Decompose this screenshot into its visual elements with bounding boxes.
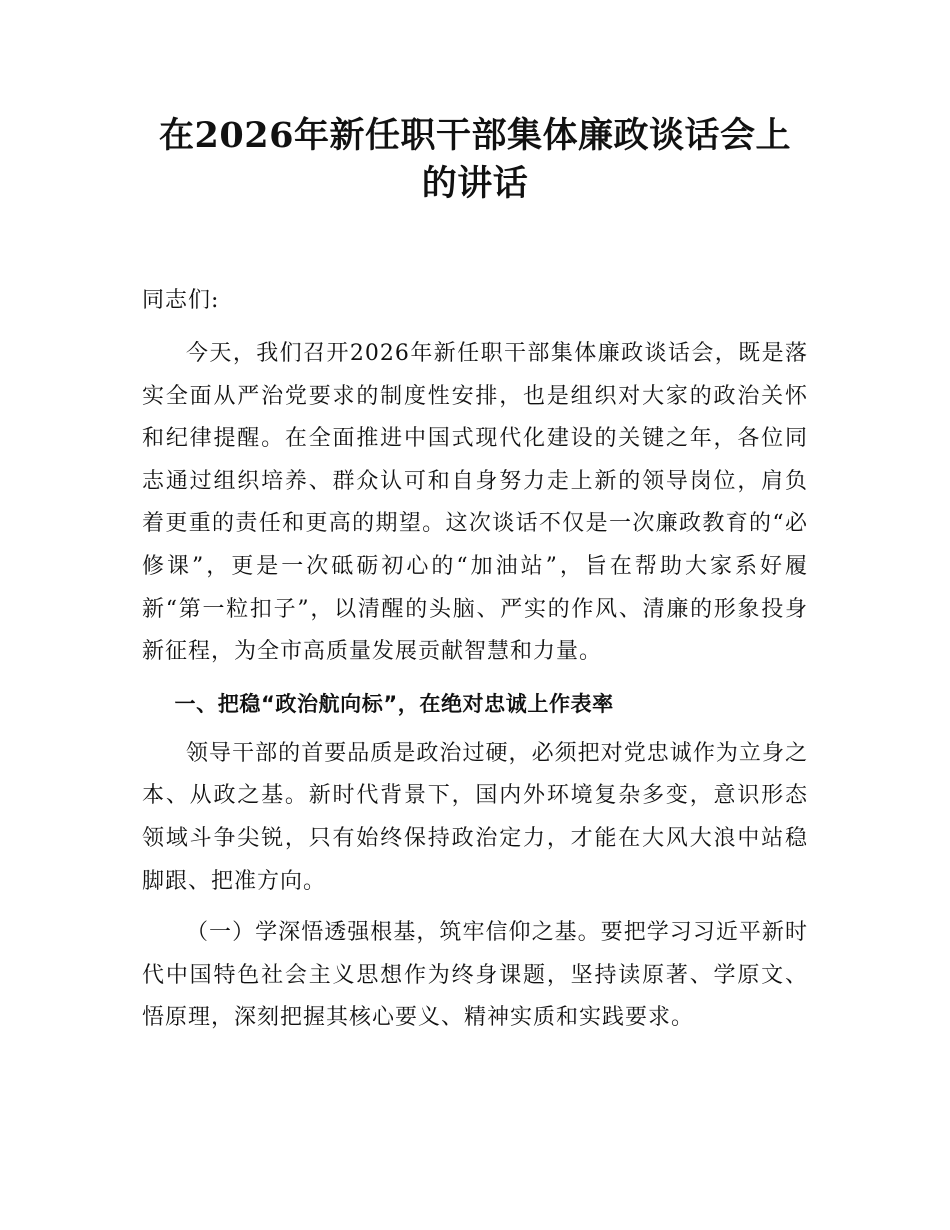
- document-title: 在2026年新任职干部集体廉政谈话会上的讲话: [159, 115, 791, 204]
- section-1-subpoint-1: （一）学深悟透强根基，筑牢信仰之基。要把学习习近平新时代中国特色社会主义思想作为终身课题，坚持读原著、学原文、悟原理，深刻把握其核心要义、精神实质和实践要求。: [142, 920, 808, 1031]
- document-body: [142, 112, 808, 1049]
- greeting-line: 同志们:: [142, 288, 220, 313]
- section-1-paragraph: 领导干部的首要品质是政治过硬，必须把对党忠诚作为立身之本、从政之基。新时代背景下，国内外环境复杂多变，意识形态领域斗争尖锐，只有始终保持政治定力，才能在大风大浪中站稳脚跟、把准方向。: [142, 740, 808, 894]
- opening-paragraph: 今天，我们召开2026年新任职干部集体廉政谈话会，既是落实全面从严治党要求的制度性安排，也是组织对大家的政治关怀和纪律提醒。在全面推进中国式现代化建设的关键之年，各位同志通过组织培养、群众认可和自身努力走上新的领导岗位，肩负着更重的责任和更高的期望。这次谈话不仅是一次廉政教育的“必修课”，更是一次砥砺初心的“加油站”，旨在帮助大家系好履新“第一粒扣子”，以清醒的头脑、严实的作风、清廉的形象投身新征程，为全市高质量发展贡献智慧和力量。: [142, 341, 808, 665]
- section-1-heading: 一、把稳“政治航向标”，在绝对忠诚上作表率: [174, 691, 614, 716]
